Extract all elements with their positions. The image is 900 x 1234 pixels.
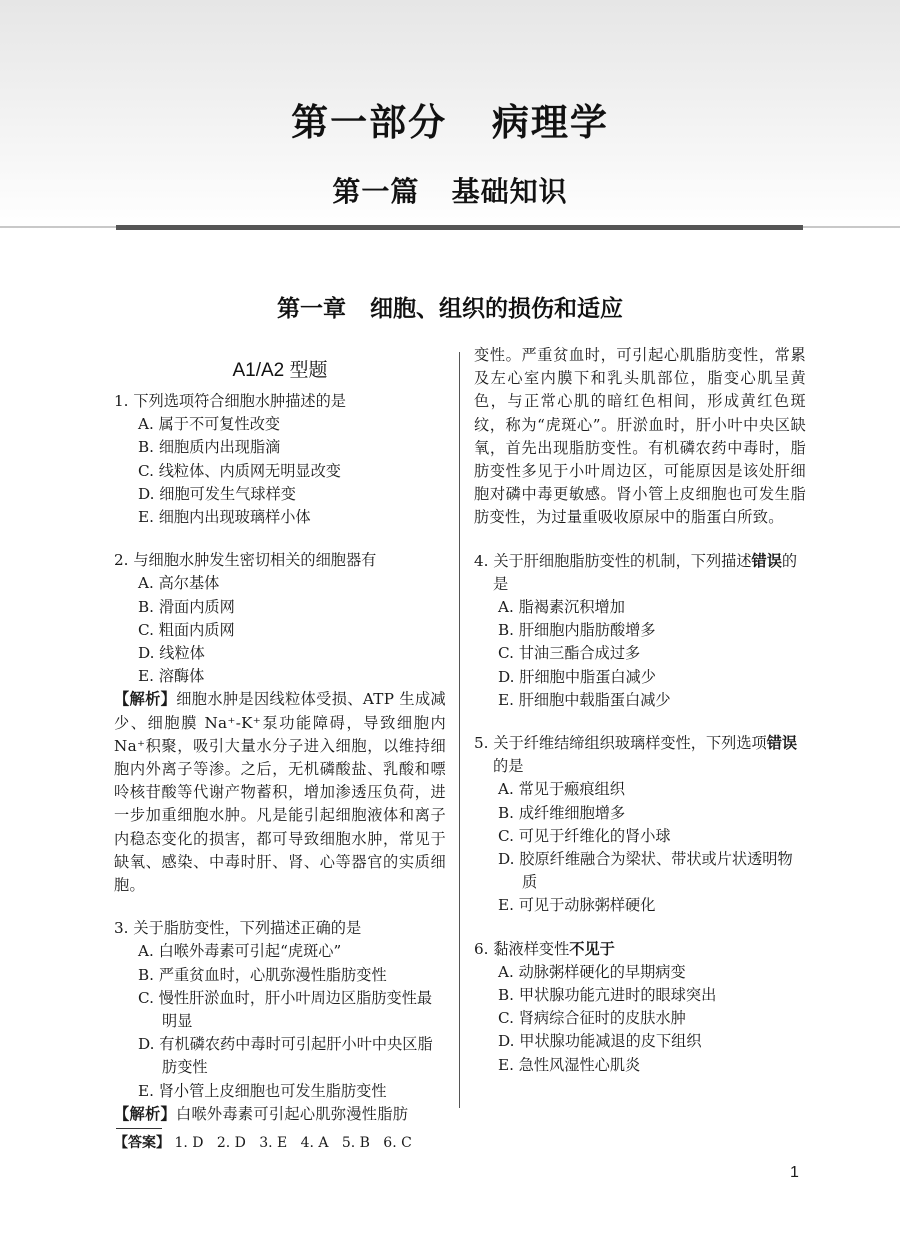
right-column xyxy=(474,344,806,1097)
explanation-label: 【解析】 xyxy=(114,1104,176,1123)
question-stem xyxy=(474,550,806,596)
part-title: 第一部分 病理学 xyxy=(291,101,609,144)
header-rule-right xyxy=(803,226,900,228)
option-b: B. 肝细胞内脂肪酸增多 xyxy=(498,621,656,640)
option-e: E. 肝细胞中载脂蛋白减少 xyxy=(498,690,671,709)
explanation-text: 细胞水肿是因线粒体受损、ATP 生成减少、细胞膜 Na⁺-K⁺泵功能障碍，导致细胞内 Na⁺积聚，吸引大量水分子进入细胞，以维持细胞内外离子等渗。之后，无机磷酸盐、乳酸和嘌呤核苷酸等代谢产物蓄积，增加渗透压负荷，进一步加重细胞水肿。凡是能引起细胞液体和离子内稳态变化的损害，都可导致细胞水肿，常见于缺氧、感染、中毒时肝、肾、心等器官的实质细胞。 xyxy=(114,690,447,895)
header-rule-left xyxy=(0,226,116,228)
column-divider xyxy=(459,352,460,1108)
option-b: B. 细胞质内出现脂滴 xyxy=(138,438,281,457)
header-rule xyxy=(116,225,803,230)
explanation xyxy=(114,1103,446,1126)
explanation-continued: 变性。严重贫血时，可引起心肌脂肪变性，常累及左心室内膜下和乳头肌部位，脂变心肌呈黄色，与正常心肌的暗红色相间，形成黄红色斑纹，称为“虎斑心”。肝淤血时，肝小叶中央区缺氧，首先出现脂肪变性。有机磷农药中毒时，脂肪变性多见于小叶周边区，可能原因是该处肝细胞对磷中毒更敏感。肾小管上皮细胞也可发生脂肪变性，为过量重吸收原尿中的脂蛋白所致。 xyxy=(474,346,806,527)
option-b: B. 严重贫血时，心肌弥漫性脂肪变性 xyxy=(138,965,387,984)
option-a: A. 脂褐素沉积增加 xyxy=(498,598,625,617)
stem-emphasis: 不见于 xyxy=(569,939,615,958)
option-c: C. 粗面内质网 xyxy=(138,620,235,639)
explanation-text: 白喉外毒素可引起心肌弥漫性脂肪 xyxy=(175,1104,409,1123)
question-stem xyxy=(474,938,806,961)
question-2 xyxy=(114,549,446,897)
explanation xyxy=(114,688,446,897)
option-a: A. 属于不可复性改变 xyxy=(138,415,281,434)
option-b: B. 滑面内质网 xyxy=(138,597,235,616)
question-4 xyxy=(474,550,806,712)
stem-text: 4. 关于肝细胞脂肪变性的机制，下列描述 xyxy=(474,551,752,570)
question-type-heading: A1/A2 型题 xyxy=(232,360,328,381)
option-e: E. 可见于动脉粥样硬化 xyxy=(498,896,656,915)
answer-key xyxy=(114,1133,412,1153)
option-a: A. 高尔基体 xyxy=(138,574,220,593)
option-d: D. 线粒体 xyxy=(138,644,205,663)
answer-rule xyxy=(116,1128,162,1129)
question-3 xyxy=(114,917,446,1126)
option-c: C. 可见于纤维化的肾小球 xyxy=(498,826,671,845)
option-c: C. 线粒体、内质网无明显改变 xyxy=(138,461,341,480)
stem-text: 5. 关于纤维结缔组织玻璃样变性，下列选项 xyxy=(474,734,767,753)
left-column xyxy=(114,358,446,1126)
question-stem: 3. 关于脂肪变性，下列描述正确的是 xyxy=(114,919,362,938)
answer-list: 1. D 2. D 3. E 4. A 5. B 6. C xyxy=(174,1135,412,1151)
answer-label: 【答案】 xyxy=(114,1135,170,1151)
option-c: C. 甘油三酯合成过多 xyxy=(498,644,641,663)
chapter-title: 第一章 细胞、组织的损伤和适应 xyxy=(276,296,624,322)
option-b: B. 甲状腺功能亢进时的眼球突出 xyxy=(498,986,717,1005)
stem-emphasis: 错误 xyxy=(751,551,782,570)
option-c: C. 肾病综合征时的皮肤水肿 xyxy=(498,1009,686,1028)
explanation-label: 【解析】 xyxy=(114,690,177,709)
option-a: A. 动脉粥样硬化的早期病变 xyxy=(498,962,686,981)
option-d: D. 有机磷农药中毒时可引起肝小叶中央区脂肪变性 xyxy=(138,1035,433,1077)
option-d: D. 细胞可发生气球样变 xyxy=(138,484,296,503)
question-stem xyxy=(474,732,806,778)
option-d: D. 肝细胞中脂蛋白减少 xyxy=(498,667,656,686)
stem-text: 6. 黏液样变性 xyxy=(474,939,570,958)
question-stem: 2. 与细胞水肿发生密切相关的细胞器有 xyxy=(114,551,377,570)
option-a: A. 白喉外毒素可引起“虎斑心” xyxy=(138,942,342,961)
option-d: D. 甲状腺功能减退的皮下组织 xyxy=(498,1032,702,1051)
page-number: 1 xyxy=(790,1164,799,1181)
stem-text: 的是 xyxy=(493,551,798,593)
option-a: A. 常见于瘢痕组织 xyxy=(498,780,625,799)
option-e: E. 细胞内出现玻璃样小体 xyxy=(138,508,311,527)
option-e: E. 急性风湿性心肌炎 xyxy=(498,1055,641,1074)
question-stem: 1. 下列选项符合细胞水肿描述的是 xyxy=(114,392,346,410)
option-b: B. 成纤维细胞增多 xyxy=(498,803,626,822)
option-c: C. 慢性肝淤血时，肝小叶周边区脂肪变性最明显 xyxy=(138,988,433,1031)
stem-emphasis: 错误 xyxy=(766,734,798,753)
question-1 xyxy=(114,390,446,529)
option-e: E. 肾小管上皮细胞也可发生脂肪变性 xyxy=(138,1081,387,1100)
question-5 xyxy=(474,732,806,918)
option-e: E. 溶酶体 xyxy=(138,667,205,686)
question-6 xyxy=(474,938,806,1077)
stem-text: 的是 xyxy=(493,757,524,776)
section-title: 第一篇 基础知识 xyxy=(332,175,568,208)
option-d: D. 胶原纤维融合为梁状、带状或片状透明物质 xyxy=(498,850,793,892)
